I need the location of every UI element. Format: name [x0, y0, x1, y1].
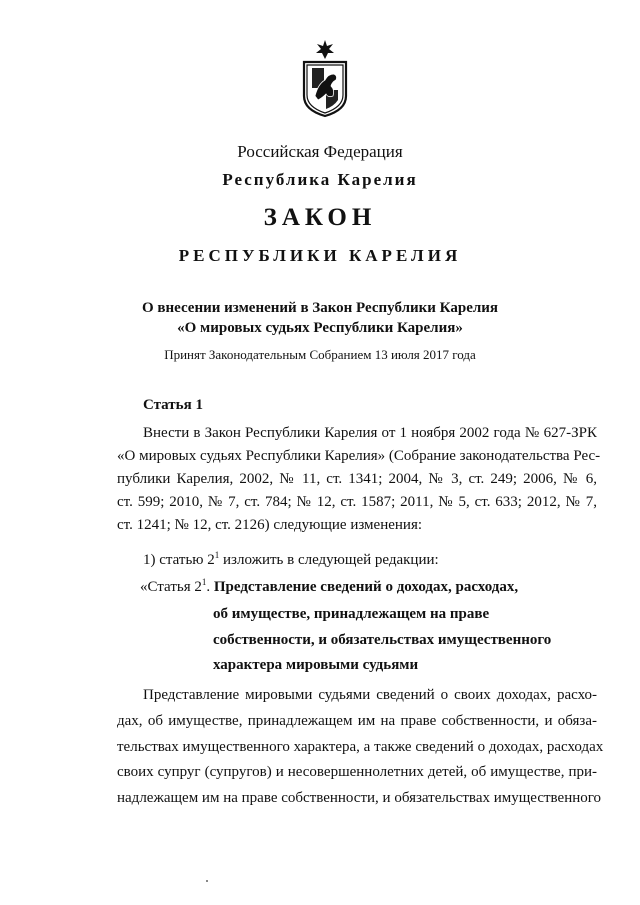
sub-article-label: «Статья 2	[140, 579, 202, 595]
paragraph-line: публики Карелия, 2002, № 11, ст. 1341; 2004, № 3, ст. 249; 2006, № 6,	[117, 471, 597, 487]
adoption-note: Принят Законодательным Собранием 13 июля 2017 года	[164, 347, 476, 362]
country-name: Российская Федерация	[237, 142, 403, 161]
sub-article-heading	[140, 575, 518, 600]
item-suffix: изложить в следующей редакции:	[219, 552, 439, 568]
paragraph-line: ст. 599; 2010, № 7, ст. 784; № 12, ст. 1587; 2011, № 5, ст. 633; 2012, № 7,	[117, 494, 597, 510]
scan-speck	[206, 880, 208, 882]
sub-article-title-line: характера мировыми судьями	[213, 657, 419, 673]
law-title-line: «О мировых судьях Республики Карелия»	[177, 320, 463, 336]
karelia-coat-of-arms-icon	[298, 38, 352, 118]
article-paragraph	[117, 422, 601, 537]
republic-name: Республика Карелия	[222, 170, 418, 189]
paragraph-line	[117, 549, 597, 572]
superscript: 1	[214, 550, 220, 560]
sub-article-title-line: Представление сведений о доходах, расходах,	[213, 579, 519, 595]
superscript: 1	[201, 577, 207, 587]
item-prefix: 1) статью 2	[143, 552, 215, 568]
paragraph-line: дах, об имуществе, принадлежащем им на праве собственности, и обяза-	[117, 712, 597, 729]
article-paragraph	[117, 684, 604, 813]
paragraph-line: Внести в Закон Республики Карелия от 1 ноября 2002 года № 627-ЗРК	[143, 425, 597, 441]
paragraph-line: Представление мировыми судьями сведений о своих доходах, расхо-	[143, 687, 597, 703]
sub-article-title	[213, 602, 551, 679]
document-type: ЗАКОН	[263, 204, 377, 231]
paragraph-line: надлежащем им на праве собственности, и обязательствах имущественного	[117, 790, 602, 807]
paragraph-line: своих супруг (супругов) и несовершеннолетних детей, об имуществе, при-	[117, 764, 597, 781]
paragraph-line: ст. 1241; № 12, ст. 2126) следующие изменения:	[117, 517, 423, 533]
law-title-line: О внесении изменений в Закон Республики Карелия	[141, 300, 499, 316]
sub-article-title-line: об имуществе, принадлежащем на праве	[213, 606, 490, 622]
document-issuer: РЕСПУБЛИКИ КАРЕЛИЯ	[178, 246, 462, 265]
law-title	[0, 298, 640, 338]
sub-article-separator: .	[206, 579, 214, 595]
paragraph-line: «О мировых судьях Республики Карелия» (Собрание законодательства Рес-	[117, 448, 601, 464]
article-heading: Статья 1	[143, 397, 203, 413]
paragraph-line: тельствах имущественного характера, а также сведений о доходах, расходах	[117, 738, 604, 755]
sub-article-title-line: собственности, и обязательствах имущественного	[213, 631, 552, 648]
amendment-item	[117, 549, 597, 572]
